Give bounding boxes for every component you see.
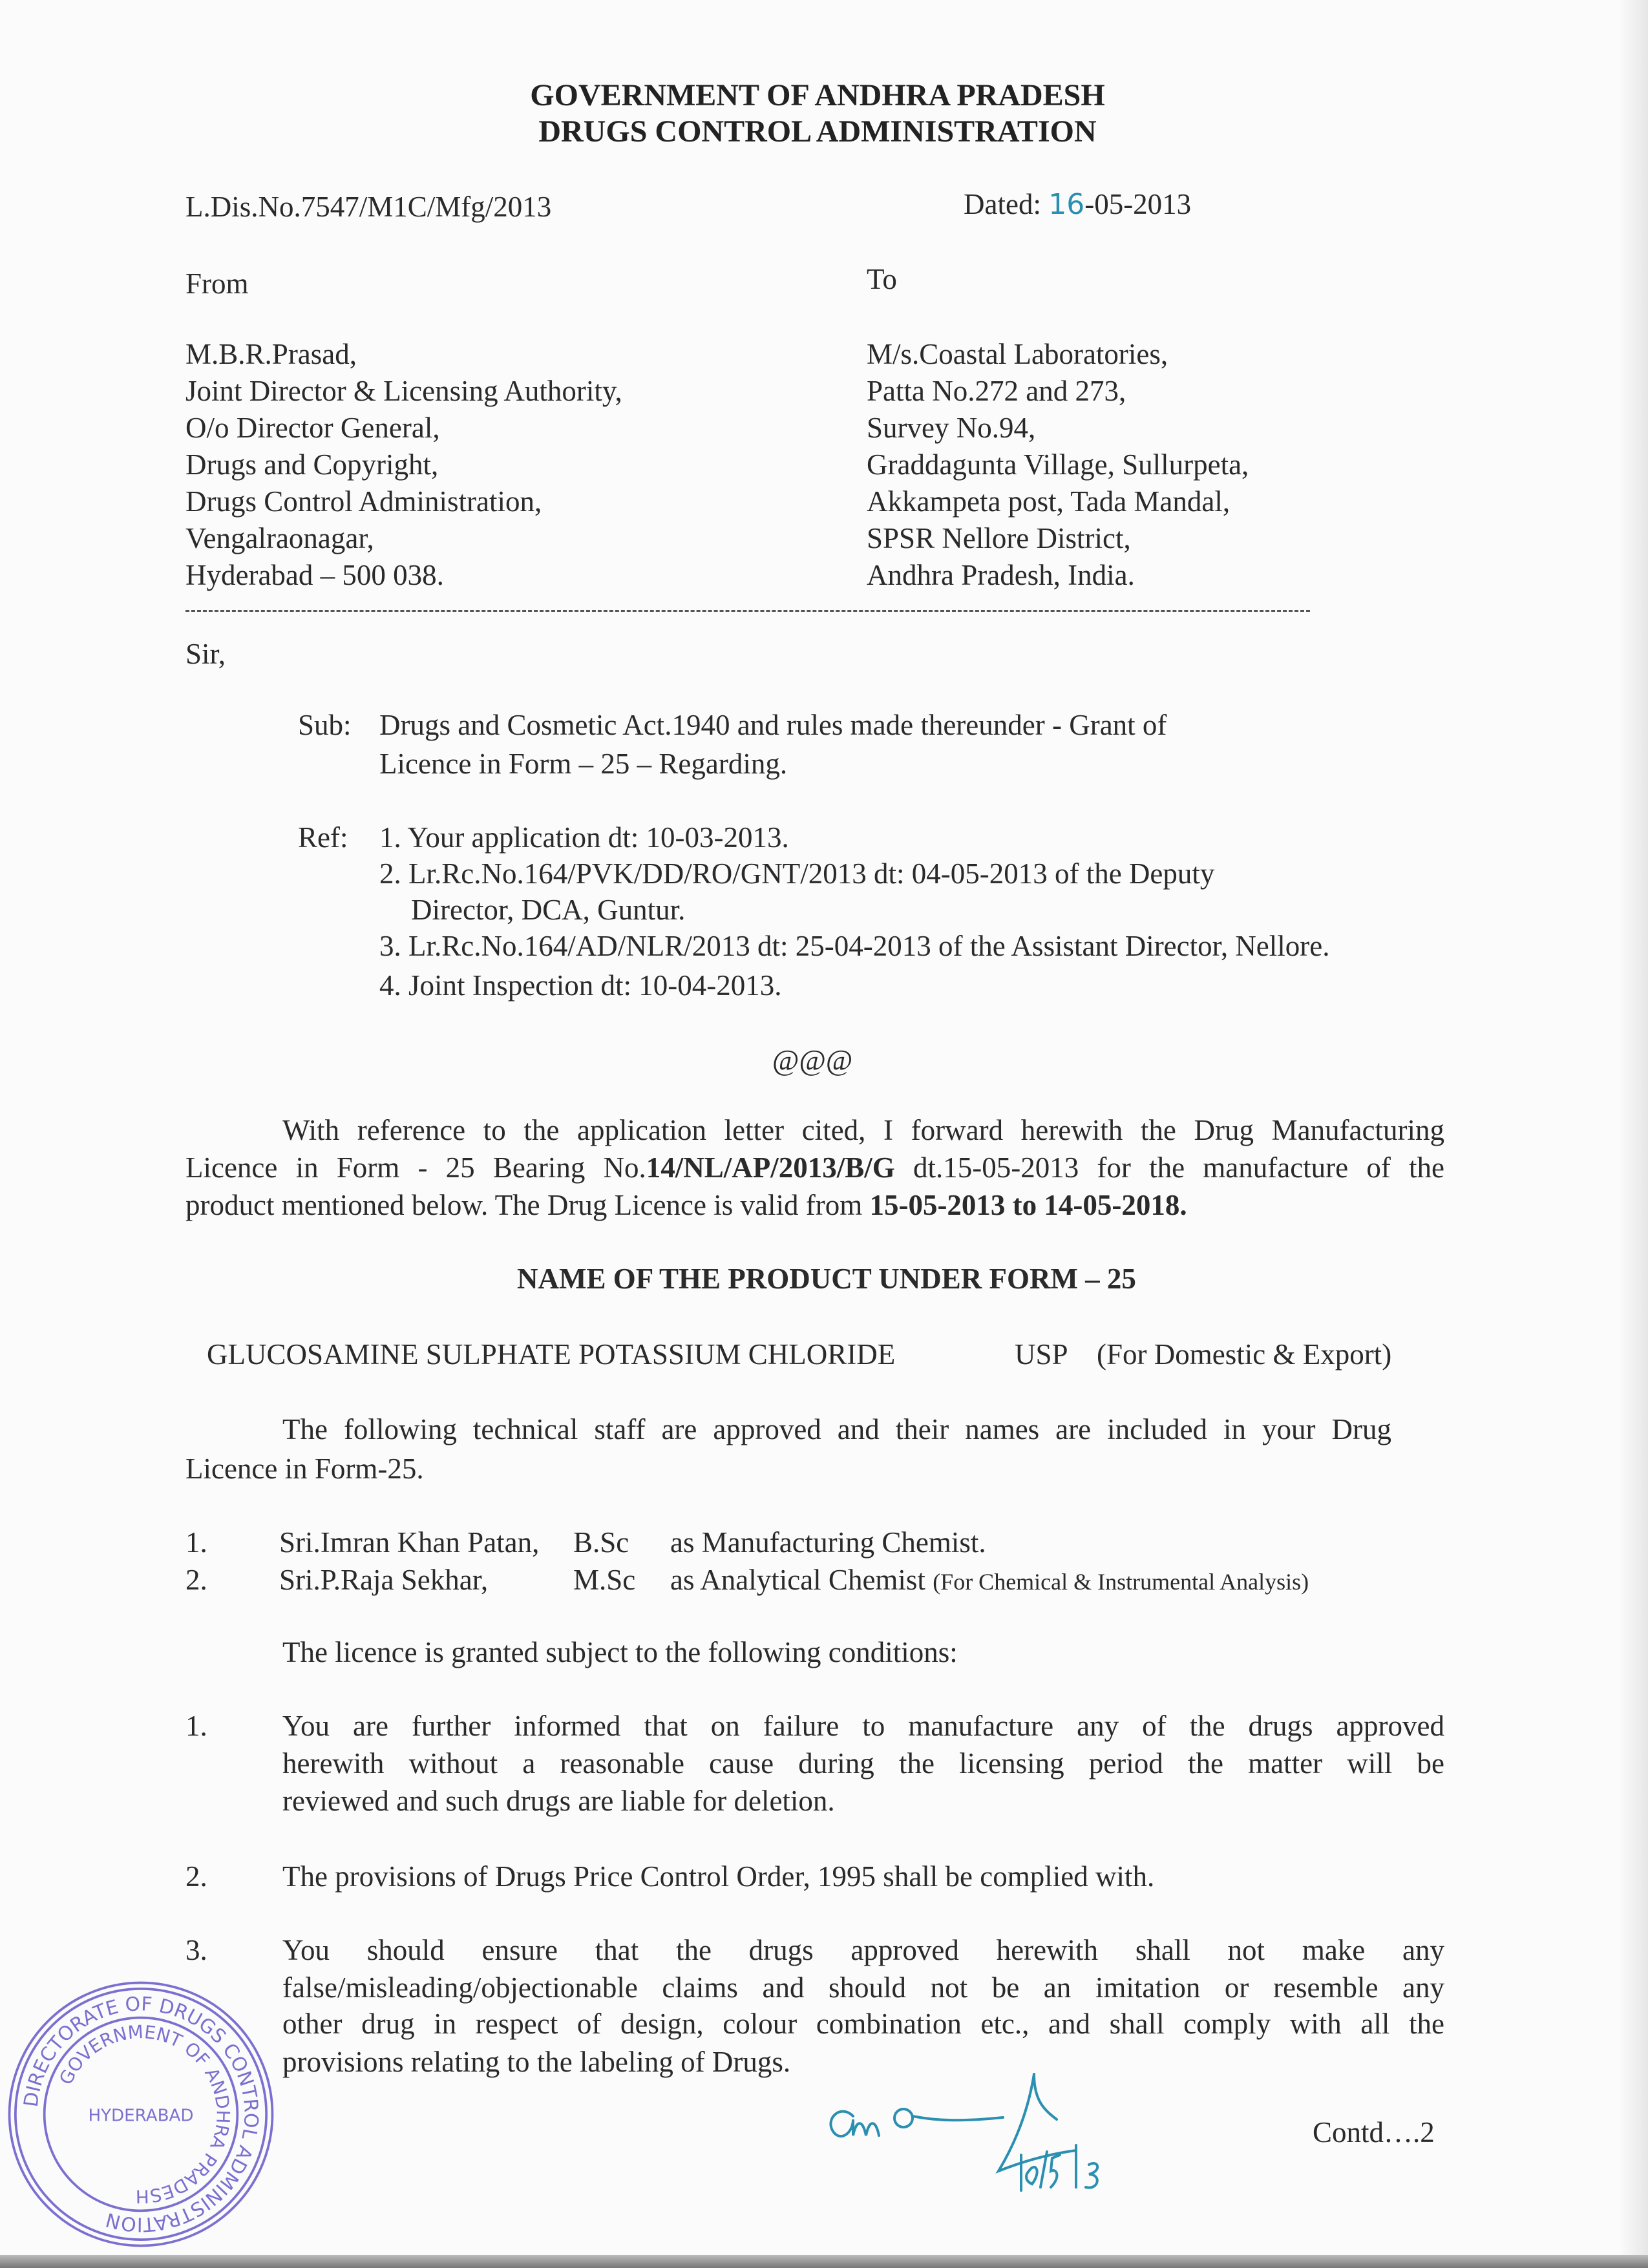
conditions-intro: The licence is granted subject to the following conditions:: [282, 1636, 958, 1668]
continued-marker: Contd….2: [1313, 2116, 1435, 2148]
text: Licence in Form - 25 Bearing No.: [185, 1151, 646, 1184]
product-heading: NAME OF THE PRODUCT UNDER FORM – 25: [517, 1263, 1136, 1295]
staff-intro-line: The following technical staff are approved and their names are included in your Drug: [282, 1413, 1391, 1445]
staff-role: as Manufacturing Chemist.: [670, 1526, 986, 1559]
sender-line: Drugs and Copyright,: [185, 448, 439, 481]
subject-label: Sub:: [298, 709, 352, 741]
header-department: DRUGS CONTROL ADMINISTRATION: [538, 114, 1097, 149]
sender-line: Vengalraonagar,: [185, 522, 374, 554]
recipient-line: Akkampeta post, Tada Mandal,: [867, 485, 1231, 518]
condition-number: 1.: [185, 1710, 207, 1742]
handwritten-signature: [827, 2068, 1176, 2197]
scan-bottom-edge: [0, 2255, 1648, 2268]
sender-line: Hyderabad – 500 038.: [185, 559, 444, 591]
page-edge-shadow: [1619, 0, 1648, 2268]
recipient-line: Patta No.272 and 273,: [867, 375, 1126, 407]
role-text: as Analytical Chemist: [670, 1564, 925, 1596]
reference-item-continued: Director, DCA, Guntur.: [411, 894, 686, 926]
product-name: GLUCOSAMINE SULPHATE POTASSIUM CHLORIDE: [207, 1338, 896, 1370]
references-label: Ref:: [298, 821, 348, 854]
staff-number: 1.: [185, 1526, 207, 1559]
validity-period: 15-05-2013 to 14-05-2018.: [869, 1189, 1187, 1221]
role-note: (For Chemical & Instrumental Analysis): [933, 1569, 1309, 1595]
reference-item: 3. Lr.Rc.No.164/AD/NLR/2013 dt: 25-04-2013 of the Assistant Director, Nellore.: [379, 930, 1330, 962]
handwritten-day: 16: [1048, 188, 1085, 221]
official-seal: [5, 1979, 277, 2250]
staff-intro-line: Licence in Form-25.: [185, 1453, 424, 1485]
subject-line: Licence in Form – 25 – Regarding.: [379, 748, 788, 780]
recipient-line: M/s.Coastal Laboratories,: [867, 338, 1168, 370]
salutation: Sir,: [185, 638, 226, 670]
staff-name: Sri.P.Raja Sekhar,: [279, 1564, 489, 1596]
dashed-divider: [185, 610, 1310, 612]
reference-item: 1. Your application dt: 10-03-2013.: [379, 821, 789, 854]
condition-line: other drug in respect of design, colour combination etc., and shall comply with all the: [282, 2008, 1444, 2040]
condition-line: herewith without a reasonable cause during the licensing period the matter will be: [282, 1747, 1444, 1780]
paragraph-line: With reference to the application letter cited, I forward herewith the Drug Manufacturing: [282, 1114, 1444, 1146]
sender-line: Joint Director & Licensing Authority,: [185, 375, 622, 407]
condition-number: 2.: [185, 1860, 207, 1893]
subject-line: Drugs and Cosmetic Act.1940 and rules made thereunder - Grant of: [379, 709, 1167, 741]
to-label: To: [867, 263, 897, 295]
condition-number: 3.: [185, 1934, 207, 1966]
condition-line: false/misleading/objectionable claims and should not be an imitation or resemble any: [282, 1971, 1444, 2004]
seal-inner-text: GOVERNMENT OF ANDHRA PRADESH: [55, 2021, 234, 2207]
condition-line: You should ensure that the drugs approved herewith shall not make any: [282, 1934, 1444, 1966]
staff-name: Sri.Imran Khan Patan,: [279, 1526, 540, 1559]
recipient-line: Survey No.94,: [867, 412, 1036, 444]
letter-date: [964, 187, 1191, 222]
sender-line: O/o Director General,: [185, 412, 440, 444]
product-scope: (For Domestic & Export): [1097, 1338, 1392, 1370]
reference-item: 2. Lr.Rc.No.164/PVK/DD/RO/GNT/2013 dt: 04-05-2013 of the Deputy: [379, 857, 1215, 890]
sender-line: Drugs Control Administration,: [185, 485, 542, 518]
staff-degree: B.Sc: [573, 1526, 629, 1559]
text: product mentioned below. The Drug Licence is valid from: [185, 1189, 870, 1221]
paragraph-line: [185, 1188, 1187, 1222]
staff-role: [670, 1563, 1309, 1599]
condition-line: reviewed and such drugs are liable for deletion.: [282, 1785, 835, 1817]
date-label: Dated:: [964, 188, 1041, 220]
reference-item: 4. Joint Inspection dt: 10-04-2013.: [379, 969, 782, 1002]
from-label: From: [185, 268, 249, 300]
seal-center-text: HYDERABAD: [88, 2106, 194, 2126]
recipient-line: Andhra Pradesh, India.: [867, 559, 1135, 591]
date-rest: -05-2013: [1084, 188, 1192, 220]
condition-line: You are further informed that on failure to manufacture any of the drugs approved: [282, 1710, 1444, 1742]
condition-line: The provisions of Drugs Price Control Order, 1995 shall be complied with.: [282, 1860, 1155, 1893]
text: dt.15-05-2013 for the manufacture of the: [894, 1151, 1444, 1184]
recipient-line: Graddagunta Village, Sullurpeta,: [867, 448, 1249, 481]
reference-number: L.Dis.No.7547/M1C/Mfg/2013: [185, 191, 552, 223]
staff-number: 2.: [185, 1564, 207, 1596]
staff-degree: M.Sc: [573, 1564, 636, 1596]
header-government: GOVERNMENT OF ANDHRA PRADESH: [530, 78, 1105, 112]
paragraph-line: [185, 1151, 1444, 1184]
licence-number: 14/NL/AP/2013/B/G: [646, 1151, 895, 1184]
sender-line: M.B.R.Prasad,: [185, 338, 357, 370]
product-standard: USP: [1015, 1338, 1068, 1370]
separator: @@@: [772, 1044, 853, 1076]
condition-line: provisions relating to the labeling of Drugs.: [282, 2046, 791, 2078]
seal-outer-text: DIRECTORATE OF DRUGS CONTROL ADMINISTRATION: [19, 1993, 262, 2236]
recipient-line: SPSR Nellore District,: [867, 522, 1131, 554]
